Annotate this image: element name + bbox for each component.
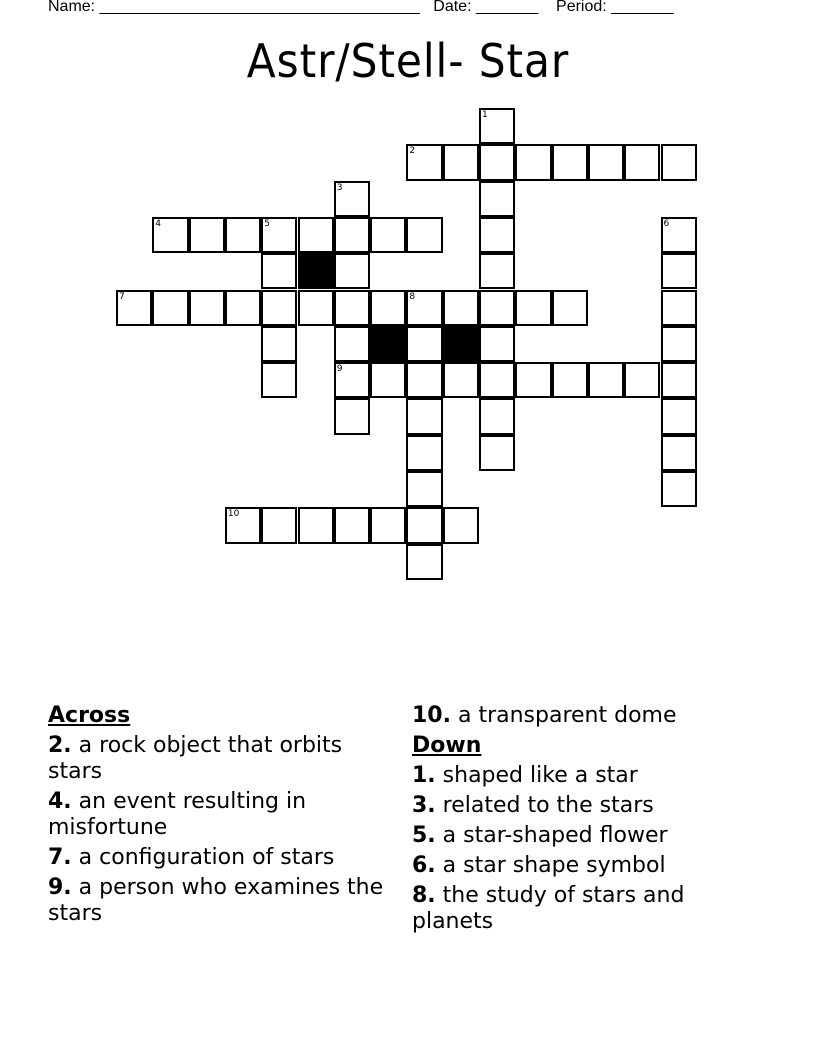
grid-cell[interactable]: [588, 144, 624, 180]
grid-cell[interactable]: [406, 217, 442, 253]
clue-number: 10.: [412, 703, 451, 728]
clue-number-label: 3: [336, 182, 343, 193]
grid-cell[interactable]: [479, 253, 515, 289]
clue-number: 4.: [48, 789, 72, 814]
grid-cell[interactable]: [225, 217, 261, 253]
clue-down-3: [412, 793, 742, 819]
page-title: Astr/Stell- Star: [246, 34, 570, 88]
grid-cell[interactable]: [588, 362, 624, 398]
grid-cell[interactable]: [479, 144, 515, 180]
clue-number: 5.: [412, 823, 436, 848]
grid-cell[interactable]: [261, 507, 297, 543]
grid-cell[interactable]: [661, 435, 697, 471]
clue-number: 9.: [48, 875, 72, 900]
clue-text: related to the stars: [435, 793, 654, 818]
grid-cell[interactable]: [443, 507, 479, 543]
clue-number: 7.: [48, 845, 72, 870]
grid-cell[interactable]: [661, 471, 697, 507]
grid-cell[interactable]: [152, 290, 188, 326]
clues-across: [48, 703, 388, 931]
clue-text: a person who examines the stars: [48, 875, 384, 926]
grid-cell[interactable]: [334, 398, 370, 434]
grid-cell[interactable]: [261, 290, 297, 326]
grid-cell[interactable]: [406, 326, 442, 362]
clue-number-label: 9: [336, 364, 343, 375]
black-cell: [370, 326, 406, 362]
grid-cell[interactable]: [479, 362, 515, 398]
grid-cell[interactable]: [661, 398, 697, 434]
grid-cell[interactable]: [552, 144, 588, 180]
grid-cell[interactable]: [261, 362, 297, 398]
clue-down-1: [412, 763, 742, 789]
grid-cell[interactable]: [479, 398, 515, 434]
clue-number-label: 4: [155, 218, 162, 229]
grid-cell[interactable]: [406, 290, 442, 326]
grid-cell[interactable]: [479, 290, 515, 326]
grid-cell[interactable]: [661, 362, 697, 398]
grid-cell[interactable]: [661, 326, 697, 362]
clue-down-6: [412, 853, 742, 879]
grid-cell[interactable]: [443, 362, 479, 398]
grid-cell[interactable]: [298, 217, 334, 253]
grid-cell[interactable]: [479, 108, 515, 144]
down-heading: Down: [412, 733, 482, 758]
clue-across-7: [48, 845, 388, 871]
grid-cell[interactable]: [406, 398, 442, 434]
grid-cell[interactable]: [443, 144, 479, 180]
grid-cell[interactable]: [370, 362, 406, 398]
clue-number-label: 5: [264, 218, 270, 229]
clue-across-2: [48, 733, 388, 785]
grid-cell[interactable]: [552, 362, 588, 398]
clue-down-8: [412, 883, 742, 935]
clue-number-label: 10: [227, 509, 240, 520]
grid-cell[interactable]: [479, 326, 515, 362]
date-field-label[interactable]: Date: _______: [433, 0, 539, 15]
black-cell: [298, 253, 334, 289]
grid-cell[interactable]: [334, 362, 370, 398]
grid-cell[interactable]: [334, 326, 370, 362]
grid-cell[interactable]: [152, 217, 188, 253]
clue-number: 6.: [412, 853, 436, 878]
clue-number-label: 7: [119, 291, 125, 302]
clue-number: 3.: [412, 793, 436, 818]
grid-cell[interactable]: [334, 181, 370, 217]
grid-cell[interactable]: [661, 290, 697, 326]
grid-cell[interactable]: [443, 290, 479, 326]
clue-number: 1.: [412, 763, 436, 788]
grid-cell[interactable]: [406, 362, 442, 398]
grid-cell[interactable]: [406, 471, 442, 507]
grid-cell[interactable]: [225, 507, 261, 543]
clue-number-label: 8: [409, 291, 416, 302]
grid-cell[interactable]: [370, 217, 406, 253]
clue-number-label: 1: [482, 110, 488, 120]
grid-cell[interactable]: [661, 253, 697, 289]
grid-cell[interactable]: [298, 507, 334, 543]
grid-cell[interactable]: [334, 217, 370, 253]
clues-right-column: [412, 703, 742, 939]
grid-cell[interactable]: [661, 144, 697, 180]
clue-text: an event resulting in misfortune: [48, 789, 307, 840]
clue-down-5: [412, 823, 742, 849]
grid-cell[interactable]: [261, 217, 297, 253]
grid-cell[interactable]: [406, 144, 442, 180]
grid-cell[interactable]: [515, 362, 551, 398]
grid-cell[interactable]: [406, 544, 442, 580]
grid-cell[interactable]: [116, 290, 152, 326]
grid-cell[interactable]: [370, 507, 406, 543]
grid-cell[interactable]: [661, 217, 697, 253]
grid-cell[interactable]: [406, 507, 442, 543]
clue-number-label: 2: [409, 146, 416, 157]
grid-cell[interactable]: [624, 362, 660, 398]
grid-cell[interactable]: [370, 290, 406, 326]
grid-cell[interactable]: [225, 290, 261, 326]
grid-cell[interactable]: [189, 290, 225, 326]
grid-cell[interactable]: [479, 181, 515, 217]
clue-across-4: [48, 789, 388, 841]
grid-cell[interactable]: [261, 326, 297, 362]
grid-cell[interactable]: [189, 217, 225, 253]
grid-cell[interactable]: [334, 507, 370, 543]
grid-cell[interactable]: [298, 290, 334, 326]
header-fields: [48, 0, 673, 16]
grid-cell[interactable]: [624, 144, 660, 180]
grid-cell[interactable]: [334, 253, 370, 289]
period-field-label[interactable]: Period: _______: [556, 0, 674, 15]
clue-text: a configuration of stars: [71, 845, 335, 870]
clue-text: a transparent dome: [450, 703, 677, 728]
clue-text: the study of stars and planets: [412, 883, 685, 934]
grid-cell[interactable]: [334, 290, 370, 326]
across-heading: Across: [48, 703, 131, 728]
grid-cell[interactable]: [552, 290, 588, 326]
black-cell: [443, 326, 479, 362]
grid-cell[interactable]: [515, 290, 551, 326]
clue-text: shaped like a star: [435, 763, 638, 788]
clue-across-9: [48, 875, 388, 927]
grid-cell[interactable]: [406, 435, 442, 471]
name-field-label[interactable]: Name: ____________________________________: [48, 0, 420, 15]
grid-cell[interactable]: [479, 217, 515, 253]
clue-across-10: [412, 703, 742, 729]
grid-cell[interactable]: [261, 253, 297, 289]
clue-text: a star shape symbol: [435, 853, 666, 878]
grid-cell[interactable]: [479, 435, 515, 471]
clue-number-label: 6: [663, 218, 670, 229]
grid-cell[interactable]: [515, 144, 551, 180]
clue-text: a rock object that orbits stars: [48, 733, 343, 784]
clue-number: 8.: [412, 883, 436, 908]
clue-text: a star-shaped flower: [435, 823, 668, 848]
clue-number: 2.: [48, 733, 72, 758]
